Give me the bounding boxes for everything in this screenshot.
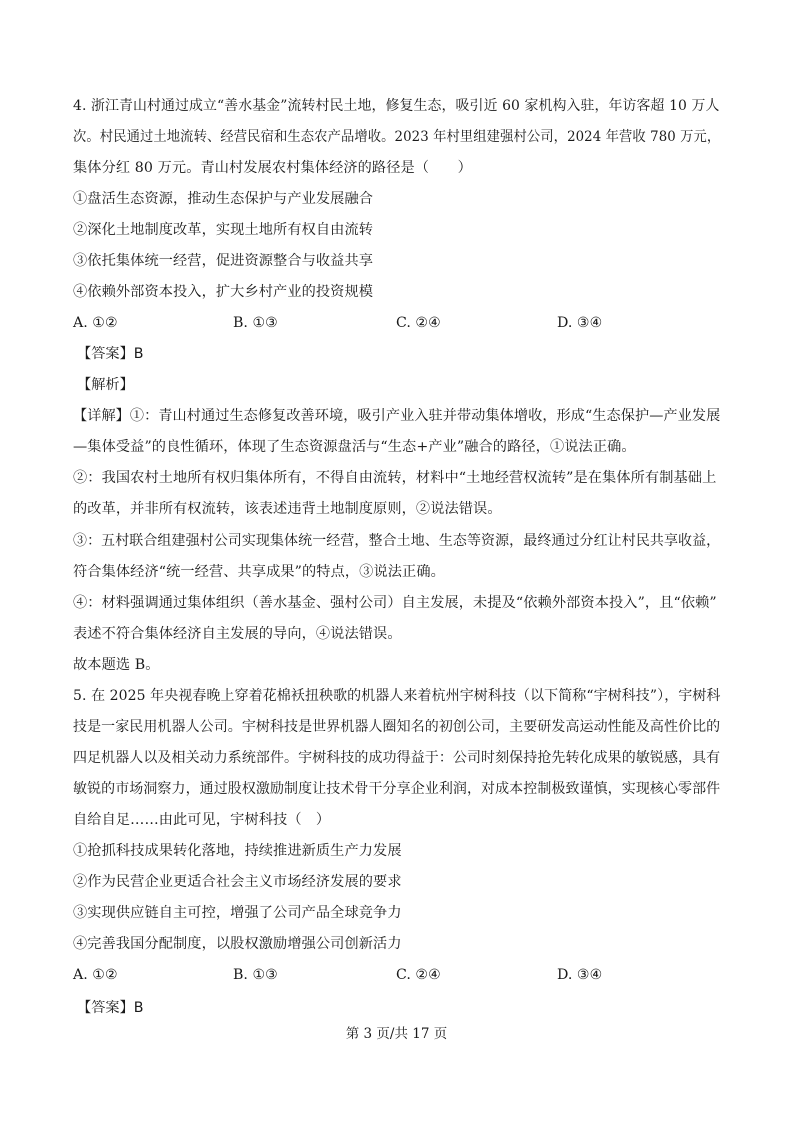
q4-statement-2: ②深化土地制度改革，实现土地所有权自由流转 <box>73 222 374 238</box>
q4-answer: 【答案】B <box>77 346 144 362</box>
q4-analysis-line-6: 符合集体经济“统一经营、共享成果”的特点，③说法正确。 <box>73 564 445 580</box>
q5-statement-4: ④完善我国分配制度，以股权激励增强公司创新活力 <box>73 936 402 952</box>
q4-stem-line-3: 集体分红 80 万元。青山村发展农村集体经济的路径是（ ） <box>73 160 472 176</box>
q4-stem-line-2: 次。村民通过土地流转、经营民宿和生态农产品增收。2023 年村里组建强村公司，2024 年营收 780 万元， <box>73 129 721 145</box>
q4-analysis-line-1: 【详解】①：青山村通过生态修复改善环境，吸引产业入驻并带动集体增收，形成“生态保护—产业发展 <box>73 408 721 424</box>
q4-statement-4: ④依赖外部资本投入，扩大乡村产业的投资规模 <box>73 284 374 300</box>
q5-answer: 【答案】B <box>77 1000 144 1016</box>
q5-option-a: A. ①② <box>73 967 118 983</box>
q5-statement-1: ①抢抓科技成果转化落地，持续推进新质生产力发展 <box>73 843 402 859</box>
q5-option-b: B. ①③ <box>233 967 278 983</box>
q4-analysis-line-5: ③：五村联合组建强村公司实现集体统一经营，整合土地、生态等资源，最终通过分红让村民共享收益， <box>73 533 721 549</box>
q4-analysis-line-8: 表述不符合集体经济自主发展的导向，④说法错误。 <box>73 626 402 642</box>
q5-stem-line-5: 自给自足……由此可见，宇树科技（ ） <box>73 812 331 828</box>
q4-analysis-line-4: 的改革，并非所有权流转，该表述违背土地制度原则，②说法错误。 <box>73 501 502 517</box>
q5-option-c: C. ②④ <box>396 967 441 983</box>
q4-analysis-line-3: ②：我国农村土地所有权归集体所有，不得自由流转，材料中“土地经营权流转”是在集体所有制基础上 <box>73 470 717 486</box>
q4-option-c: C. ②④ <box>396 315 441 331</box>
q4-analysis-line-2: —集体受益”的良性循环，体现了生态资源盘活与“生态+产业”融合的路径，①说法正确。 <box>73 439 636 455</box>
q4-statement-3: ③依托集体统一经营，促进资源整合与收益共享 <box>73 253 374 269</box>
q4-conclusion: 故本题选 B。 <box>73 657 160 673</box>
q4-statement-1: ①盘活生态资源，推动生态保护与产业发展融合 <box>73 191 374 207</box>
q4-analysis-line-7: ④：材料强调通过集体组织（善水基金、强村公司）自主发展，未提及“依赖外部资本投入”，且“依赖” <box>73 595 717 611</box>
q5-stem-line-1: 5. 在 2025 年央视春晚上穿着花棉袄扭秧歌的机器人来着杭州宇树科技（以下简称“宇树科技”），宇树科 <box>73 688 721 704</box>
q5-statement-3: ③实现供应链自主可控，增强了公司产品全球竞争力 <box>73 905 402 921</box>
q5-statement-2: ②作为民营企业更适合社会主义市场经济发展的要求 <box>73 874 402 890</box>
q4-option-d: D. ③④ <box>557 315 603 331</box>
page-footer: 第 3 页/共 17 页 <box>345 1026 448 1042</box>
q4-option-a: A. ①② <box>73 315 118 331</box>
q4-option-b: B. ①③ <box>233 315 278 331</box>
q5-stem-line-2: 技是一家民用机器人公司。宇树科技是世界机器人圈知名的初创公司，主要研发高运动性能及高性价比的 <box>73 719 721 735</box>
q4-stem-line-1: 4. 浙江青山村通过成立“善水基金”流转村民土地，修复生态，吸引近 60 家机构入驻，年访客超 10 万人 <box>73 98 720 114</box>
q5-stem-line-4: 敏锐的市场洞察力，通过股权激励制度让技术骨干分享企业利润，对成本控制极致谨慎，实现核心零部件 <box>73 781 721 797</box>
q5-stem-line-3: 四足机器人以及相关动力系统部件。宇树科技的成功得益于：公司时刻保持抢先转化成果的敏锐感，具有 <box>73 750 721 766</box>
q4-analysis-label: 【解析】 <box>77 377 134 393</box>
q5-option-d: D. ③④ <box>557 967 603 983</box>
